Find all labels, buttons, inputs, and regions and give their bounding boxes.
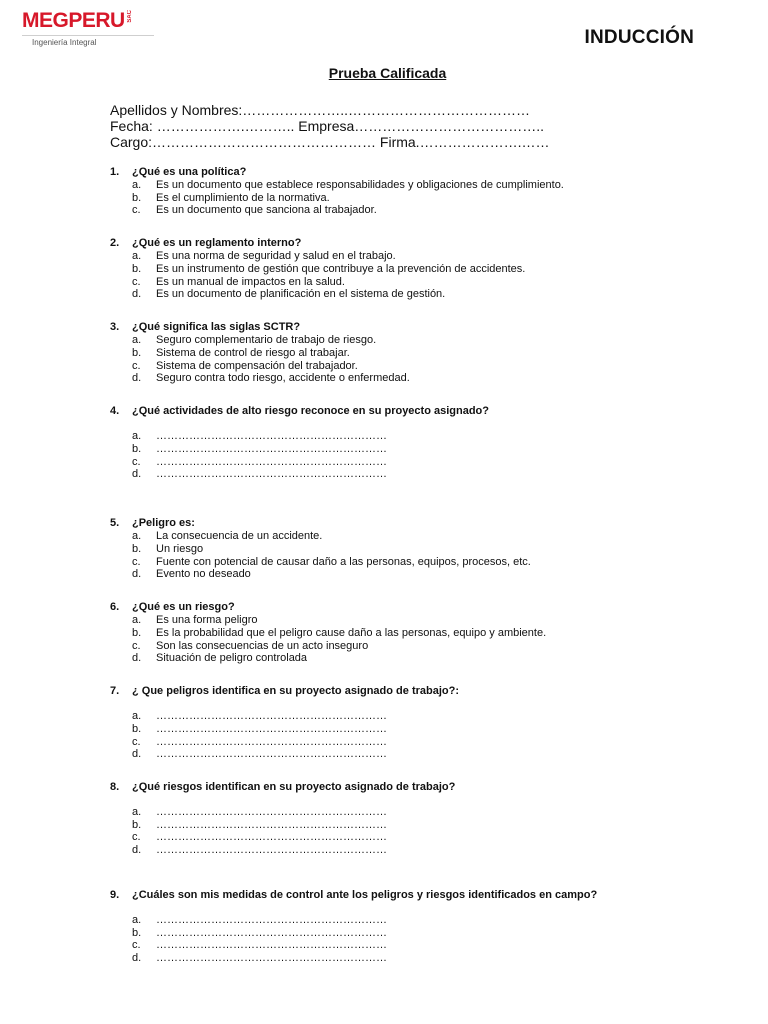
option-item [110, 927, 750, 940]
question-number: 2. [110, 237, 120, 250]
option-text: Es un manual de impactos en la salud. [156, 275, 345, 288]
option-item [110, 360, 750, 373]
respondent-fields [110, 102, 549, 150]
question-heading [110, 517, 750, 530]
question-7 [110, 685, 750, 761]
option-letter: b. [132, 542, 142, 555]
option-letter: a. [132, 529, 142, 542]
option-letter: c. [132, 455, 141, 468]
option-item [110, 334, 750, 347]
question-5 [110, 517, 750, 581]
option-item [110, 914, 750, 927]
option-item [110, 456, 750, 469]
option-item [110, 372, 750, 385]
question-3 [110, 321, 750, 385]
company-logo [22, 10, 156, 47]
question-number: 4. [110, 405, 120, 418]
option-letter: d. [132, 468, 142, 481]
question-number: 5. [110, 517, 120, 530]
option-list [110, 250, 750, 301]
option-list [110, 710, 750, 761]
option-item [110, 468, 750, 481]
question-text: ¿Qué riesgos identifican en su proyecto asignado de trabajo? [132, 781, 456, 794]
option-text: Es un documento de planificación en el sistema de gestión. [156, 288, 446, 301]
option-text: ……………………………………………………… [156, 455, 387, 468]
option-letter: d. [132, 288, 142, 301]
question-heading [110, 685, 750, 698]
option-letter: b. [132, 818, 142, 831]
option-text: Sistema de compensación del trabajador. [156, 359, 358, 372]
option-list [110, 334, 750, 385]
option-letter: b. [132, 346, 142, 359]
option-list [110, 430, 750, 481]
question-heading [110, 321, 750, 334]
document-subtitle: Prueba Calificada [328, 65, 447, 81]
question-number: 1. [110, 166, 120, 178]
option-text: ……………………………………………………… [156, 952, 387, 965]
option-list [110, 530, 750, 581]
option-letter: a. [132, 429, 142, 442]
question-heading [110, 166, 750, 179]
option-item [110, 819, 750, 832]
option-letter: a. [132, 178, 142, 191]
option-letter: c. [132, 359, 141, 372]
position-signature-field: Cargo:………………………………………… Firma.………………….…… [110, 134, 550, 150]
option-text: ……………………………………………………… [156, 844, 387, 857]
option-text: Es un documento que establece responsabilidades y obligaciones de cumplimiento. [156, 178, 564, 191]
option-list [110, 914, 750, 965]
option-letter: b. [132, 442, 142, 455]
question-number: 9. [110, 889, 120, 902]
option-text: Es el cumplimiento de la normativa. [156, 191, 330, 204]
logo-wordmark [22, 10, 156, 32]
option-letter: a. [132, 805, 142, 818]
question-heading [110, 781, 750, 794]
question-text: ¿Qué es un riesgo? [132, 601, 235, 614]
option-item [110, 263, 750, 276]
option-letter: b. [132, 722, 142, 735]
option-text: Sistema de control de riesgo al trabajar. [156, 346, 350, 359]
question-text: ¿Cuáles son mis medidas de control ante los peligros y riesgos identificados en campo? [132, 889, 598, 902]
option-item [110, 710, 750, 723]
option-letter: c. [132, 275, 141, 288]
option-item [110, 347, 750, 360]
option-letter: c. [132, 831, 141, 844]
option-item [110, 939, 750, 952]
option-text: Son las consecuencias de un acto inseguro [156, 639, 369, 652]
logo-peru: PERU [68, 9, 125, 32]
option-item [110, 640, 750, 653]
option-item [110, 627, 750, 640]
option-letter: b. [132, 926, 142, 939]
option-text: ……………………………………………………… [156, 939, 387, 952]
option-letter: d. [132, 652, 142, 665]
question-heading [110, 601, 750, 614]
question-number: 8. [110, 781, 120, 794]
option-item [110, 831, 750, 844]
option-item [110, 723, 750, 736]
option-text: Es una norma de seguridad y salud en el trabajo. [156, 249, 396, 262]
option-item [110, 204, 750, 217]
question-heading [110, 889, 750, 902]
option-text: La consecuencia de un accidente. [156, 529, 323, 542]
logo-divider [22, 35, 154, 36]
option-letter: d. [132, 952, 142, 965]
document-title: INDUCCIÓN [584, 27, 694, 48]
option-item [110, 443, 750, 456]
option-letter: c. [132, 555, 141, 568]
question-1 [110, 166, 750, 217]
option-text: Es una forma peligro [156, 613, 258, 626]
option-letter: a. [132, 613, 142, 626]
option-item [110, 250, 750, 263]
option-letter: d. [132, 568, 142, 581]
option-item [110, 844, 750, 857]
option-text: ……………………………………………………… [156, 926, 387, 939]
option-text: Evento no deseado [156, 568, 251, 581]
option-letter: b. [132, 262, 142, 275]
option-text: ……………………………………………………… [156, 735, 387, 748]
option-item [110, 556, 750, 569]
question-text: ¿Qué actividades de alto riesgo reconoce en su proyecto asignado? [132, 405, 489, 418]
question-text: ¿Qué es un reglamento interno? [132, 237, 302, 250]
option-item [110, 276, 750, 289]
question-number: 6. [110, 601, 120, 614]
option-item [110, 806, 750, 819]
option-letter: a. [132, 913, 142, 926]
option-text: Es un documento que sanciona al trabajador. [156, 204, 377, 217]
option-text: ……………………………………………………… [156, 429, 387, 442]
option-text: Seguro complementario de trabajo de riesgo. [156, 333, 377, 346]
option-item [110, 192, 750, 205]
question-text: ¿Qué es una política? [132, 166, 247, 178]
option-text: Seguro contra todo riesgo, accidente o enfermedad. [156, 372, 410, 385]
option-letter: d. [132, 748, 142, 761]
option-letter: c. [132, 204, 141, 217]
option-text: ……………………………………………………… [156, 722, 387, 735]
option-text: ……………………………………………………… [156, 913, 387, 926]
logo-tagline: Ingeniería Integral [32, 38, 97, 47]
logo-sac: SAC [126, 10, 133, 23]
option-letter: b. [132, 191, 142, 204]
option-letter: a. [132, 333, 142, 346]
option-letter: c. [132, 939, 141, 952]
option-item [110, 288, 750, 301]
option-item [110, 430, 750, 443]
question-2 [110, 237, 750, 301]
option-item [110, 652, 750, 665]
option-item [110, 614, 750, 627]
option-letter: a. [132, 709, 142, 722]
option-text: ……………………………………………………… [156, 442, 387, 455]
question-text: ¿Peligro es: [132, 517, 195, 530]
option-list [110, 806, 750, 857]
option-text: ……………………………………………………… [156, 748, 387, 761]
question-heading [110, 405, 750, 418]
option-text: Fuente con potencial de causar daño a las personas, equipos, procesos, etc. [156, 555, 531, 568]
option-letter: d. [132, 844, 142, 857]
question-number: 3. [110, 321, 120, 334]
option-text: ……………………………………………………… [156, 468, 387, 481]
question-8 [110, 781, 750, 857]
option-item [110, 736, 750, 749]
question-text: ¿Qué significa las siglas SCTR? [132, 321, 301, 334]
question-text: ¿ Que peligros identifica en su proyecto asignado de trabajo?: [132, 685, 459, 698]
option-item [110, 748, 750, 761]
question-6 [110, 601, 750, 665]
logo-meg: MEG [22, 9, 69, 32]
option-letter: b. [132, 626, 142, 639]
option-letter: c. [132, 639, 141, 652]
option-item [110, 543, 750, 556]
option-text: ……………………………………………………… [156, 818, 387, 831]
question-number: 7. [110, 685, 120, 698]
option-letter: a. [132, 249, 142, 262]
date-company-field: Fecha: ……………….……….. Empresa………………………………….. [110, 118, 545, 134]
option-text: Es un instrumento de gestión que contribuye a la prevención de accidentes. [156, 262, 526, 275]
option-text: Un riesgo [156, 542, 204, 555]
option-letter: c. [132, 735, 141, 748]
option-list [110, 179, 750, 217]
option-letter: d. [132, 372, 142, 385]
question-heading [110, 237, 750, 250]
option-text: Es la probabilidad que el peligro cause daño a las personas, equipo y ambiente. [156, 626, 547, 639]
option-item [110, 568, 750, 581]
option-text: Situación de peligro controlada [156, 652, 308, 665]
question-4 [110, 405, 750, 481]
name-field: Apellidos y Nombres:…………………..………………………………… [110, 102, 531, 118]
option-item [110, 179, 750, 192]
option-text: ……………………………………………………… [156, 831, 387, 844]
option-item [110, 530, 750, 543]
question-list [110, 166, 750, 965]
option-list [110, 614, 750, 665]
option-text: ……………………………………………………… [156, 709, 387, 722]
option-text: ……………………………………………………… [156, 805, 387, 818]
option-item [110, 952, 750, 965]
question-9 [110, 889, 750, 965]
